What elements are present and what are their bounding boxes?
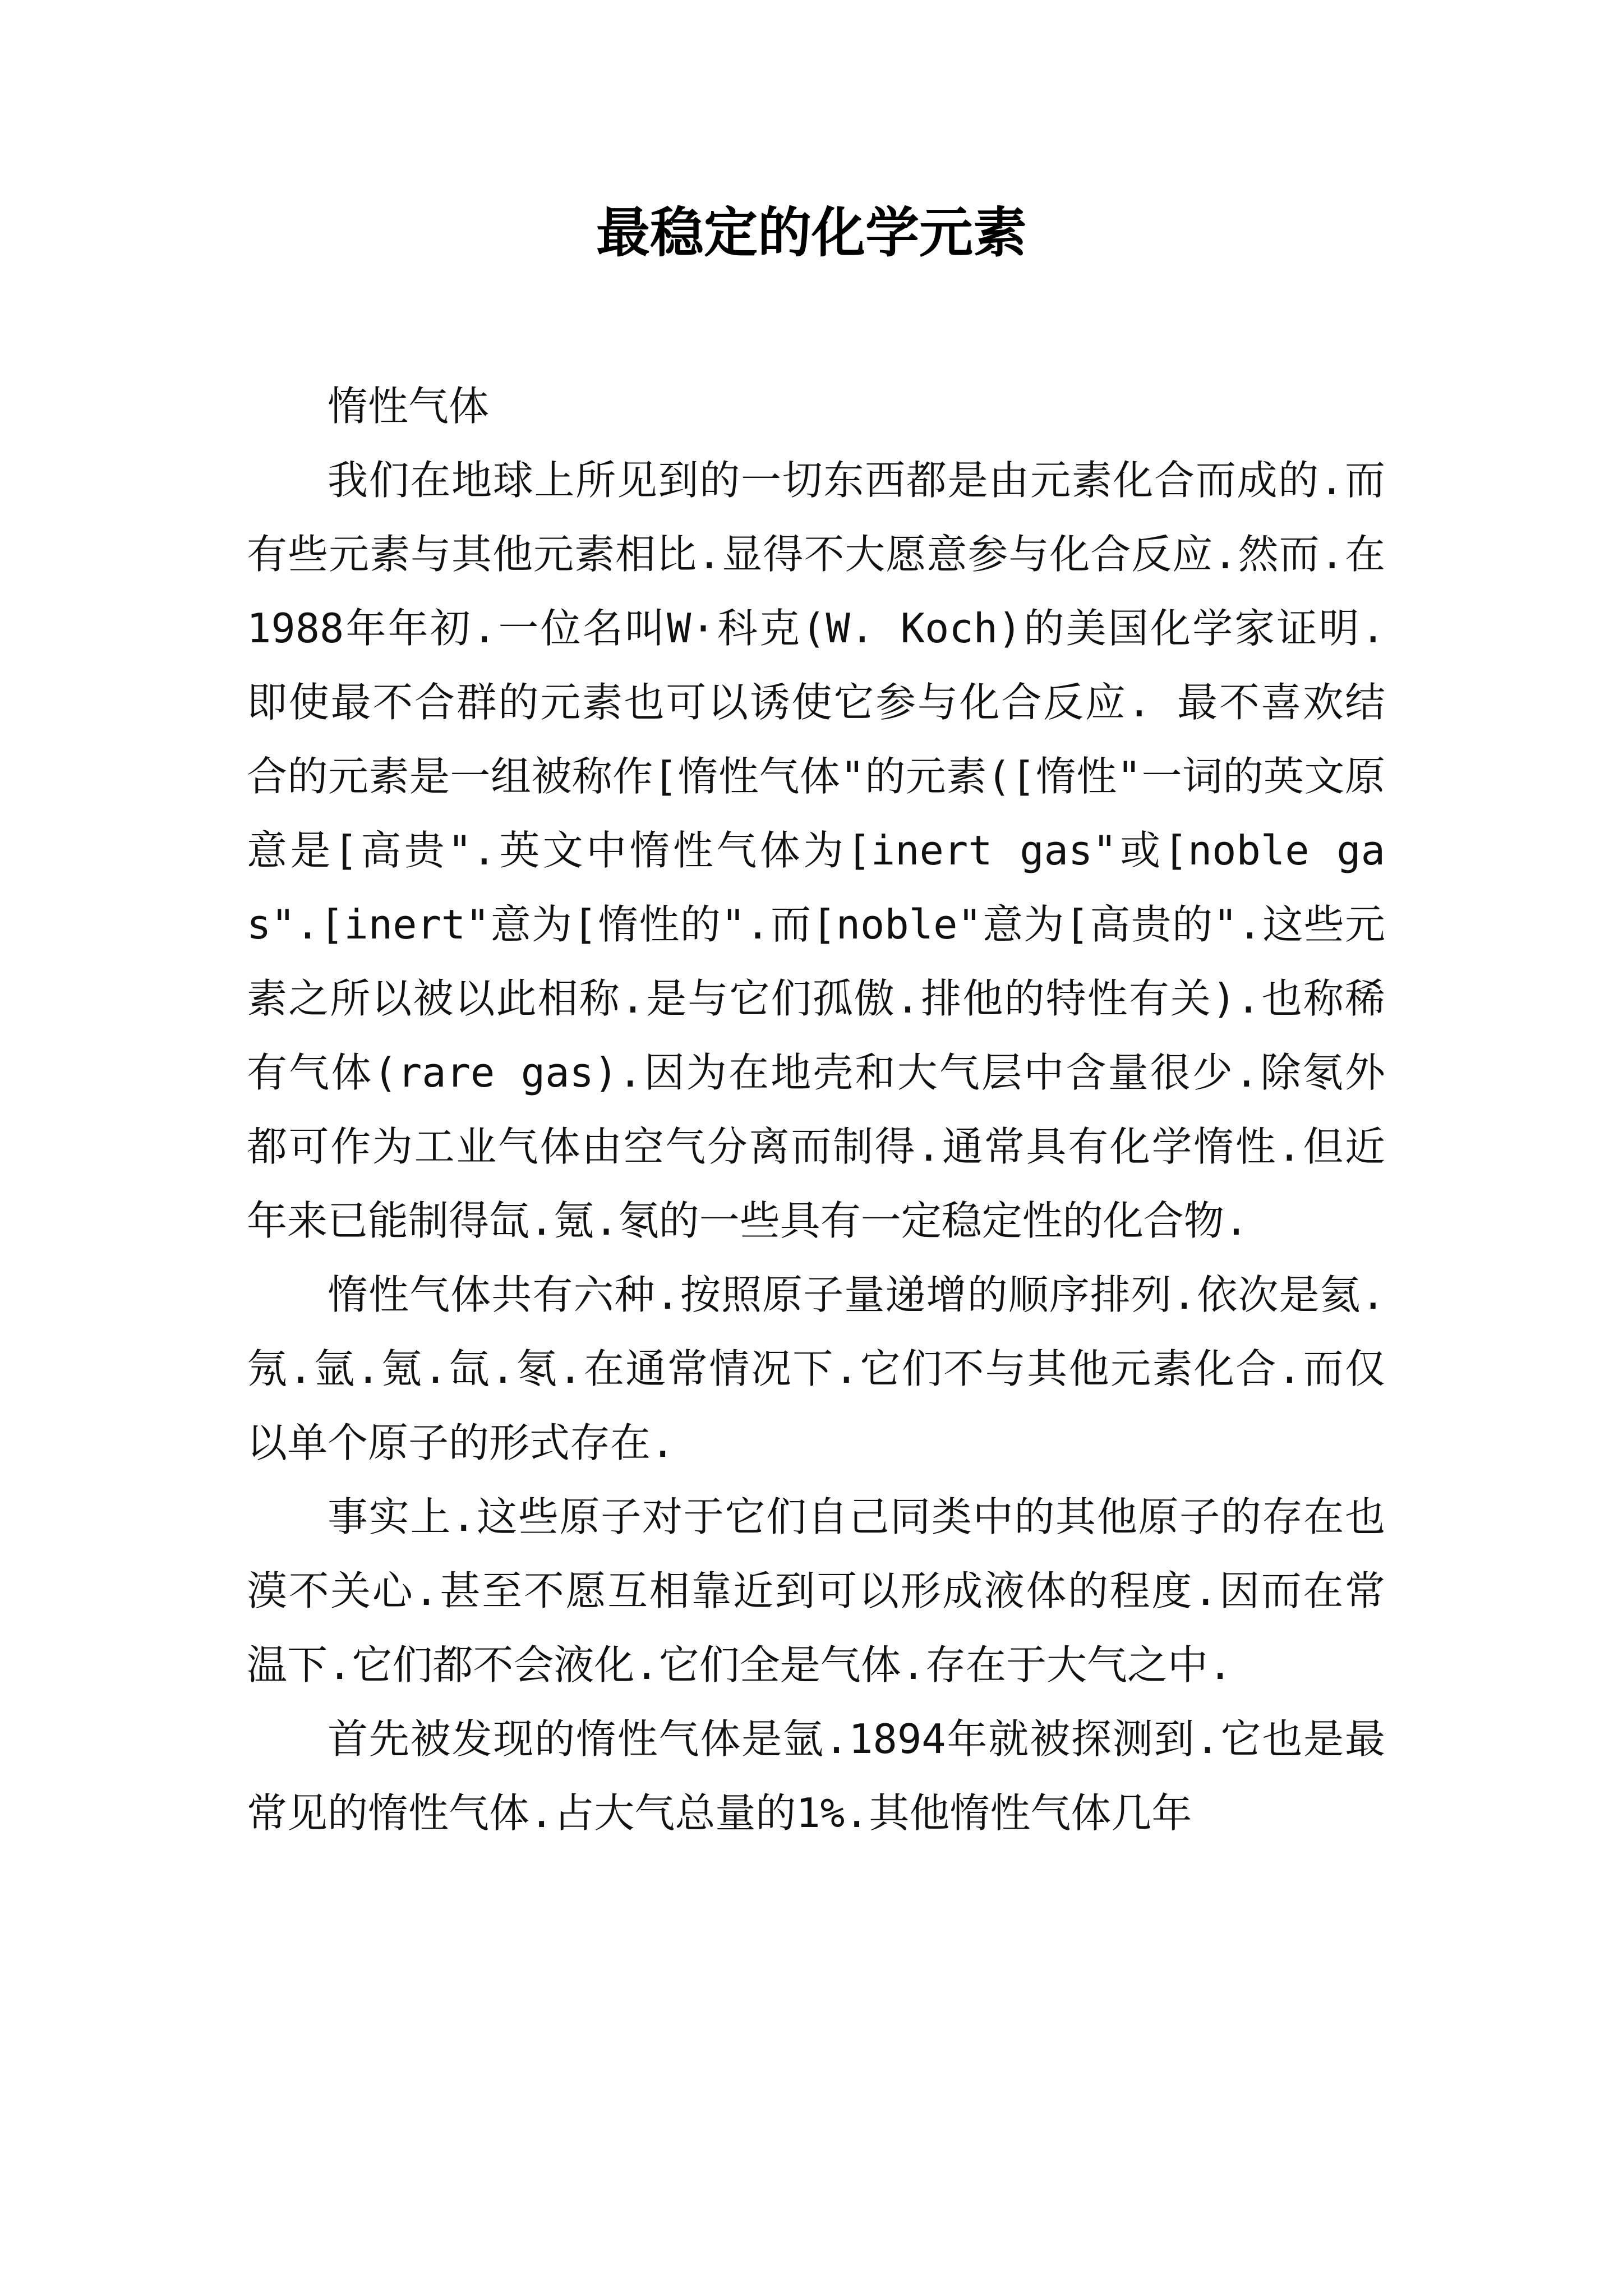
document-title: 最稳定的化学元素 bbox=[596, 201, 1027, 264]
paragraph-heading: 惰性气体 bbox=[328, 383, 490, 430]
paragraph: 惰性气体共有六种.按照原子量递增的顺序排列.依次是氦.氖.氩.氪.氙.氡.在通常情况下.它们不与其他元素化合.而仅以单个原子的形式存在. bbox=[247, 1271, 1385, 1466]
paragraph: 首先被发现的惰性气体是氩.1894年就被探测到.它也是最常见的惰性气体.占大气总量的1%.其他惰性气体几年 bbox=[247, 1715, 1385, 1837]
paragraph: 我们在地球上所见到的一切东西都是由元素化合而成的.而有些元素与其他元素相比.显得不大愿意参与化合反应.然而.在1988年年初.一位名叫W·科克(W. Koch)的美国化学家证明.即使最不合群的元素也可以诱使它参与化合反应. 最不喜欢结合的元素是一组被称作[惰性气体"的元素([惰性"一词的英文原意是[高贵".英文中惰性气体为[inert gas"或[noble gas".[inert"意为[惰性的".而[noble"意为[高贵的".这些元素之所以被以此相称.是与它们孤傲.排他的特性有关).也称稀有气体(rare gas).因为在地壳和大气层中含量很少.除氡外都可作为工业气体由空气分离而制得.通常具有化学惰性.但近年来已能制得氙.氪.氡的一些具有一定稳定性的化合物. bbox=[247, 457, 1385, 1244]
document-body bbox=[247, 369, 1385, 1850]
paragraph: 事实上.这些原子对于它们自己同类中的其他原子的存在也漠不关心.甚至不愿互相靠近到可以形成液体的程度.因而在常温下.它们都不会液化.它们全是气体.存在于大气之中. bbox=[247, 1493, 1385, 1688]
